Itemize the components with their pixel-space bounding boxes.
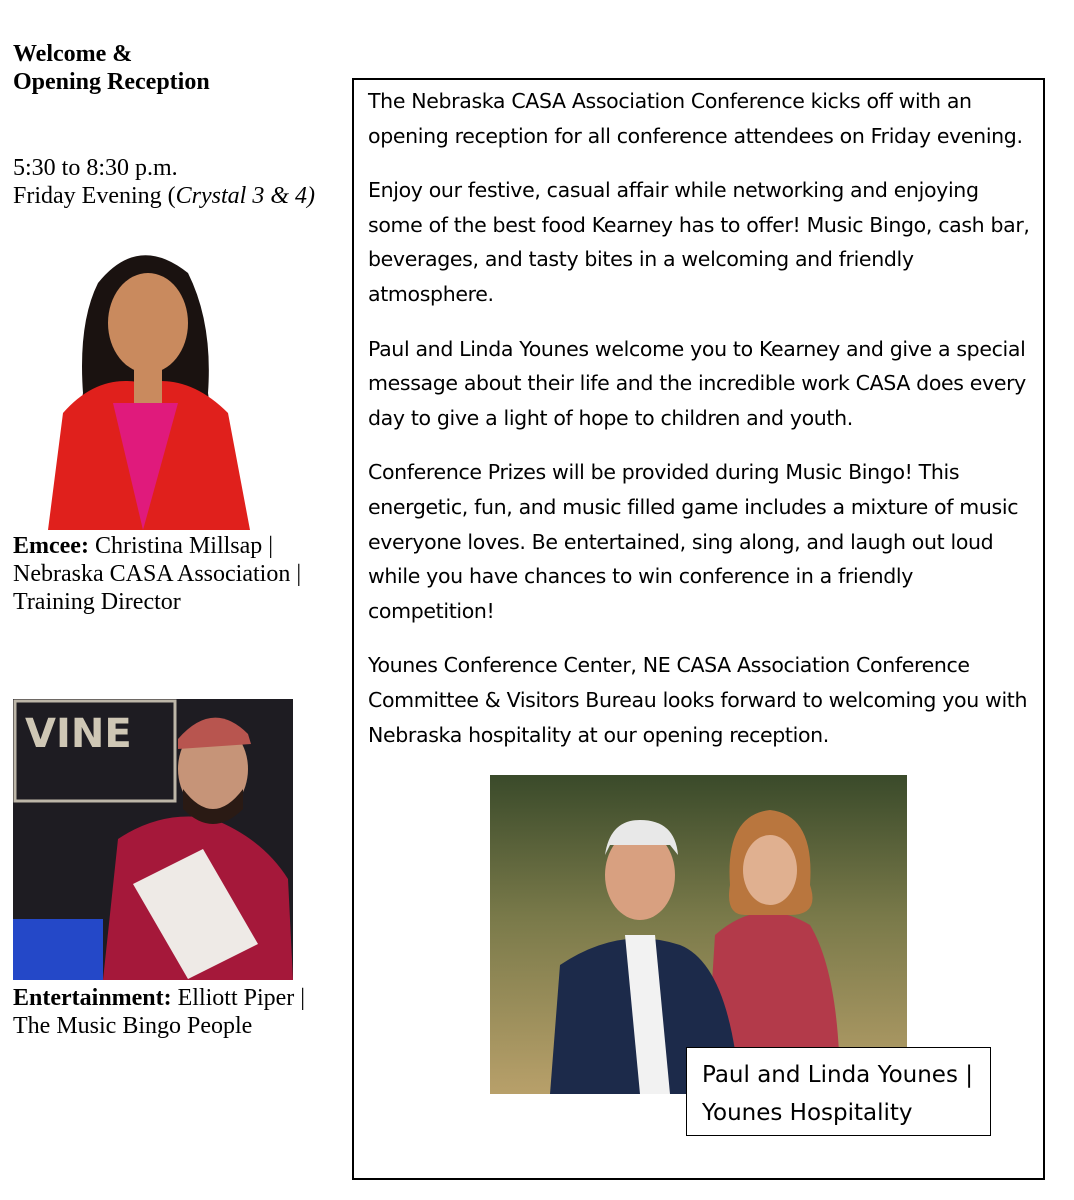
paragraph: The Nebraska CASA Association Conference kicks off with an opening reception for all conference attendees on Friday evening. (368, 89, 1023, 148)
description-text (368, 84, 1038, 772)
emcee-caption: Emcee: Christina Millsap | Nebraska CASA Association | Training Director (13, 533, 302, 615)
sign-logo: VINE (25, 711, 132, 757)
photo-caption: Paul and Linda Younes | Younes Hospitality (686, 1047, 991, 1136)
emcee-photo (38, 243, 250, 530)
entertainer-photo (13, 699, 293, 980)
event-time: 5:30 to 8:30 p.m. Friday Evening (Crystal 3 & 4) (13, 155, 315, 209)
paragraph: Paul and Linda Younes welcome you to Kearney and give a special message about their life and the incredible work CASA does every day to give a light of hope to children and youth. (368, 336, 1026, 430)
paragraph: Younes Conference Center, NE CASA Association Conference Committee & Visitors Bureau looks forward to welcoming you with Nebraska hospitality at our opening reception. (368, 653, 1028, 747)
event-title: Welcome & Opening Reception (13, 41, 210, 95)
entertainment-caption: Entertainment: Elliott Piper | The Music Bingo People (13, 985, 306, 1039)
paragraph: Enjoy our festive, casual affair while networking and enjoying some of the best food Kearney has to offer! Music Bingo, cash bar, beverages, and tasty bites in a welcoming and friendly atmosphere. (368, 178, 1030, 306)
paragraph: Conference Prizes will be provided during Music Bingo! This energetic, fun, and music filled game includes a mixture of music everyone loves. Be entertained, sing along, and laugh out loud while you have chances to win conference in a friendly competition! (368, 460, 1019, 623)
